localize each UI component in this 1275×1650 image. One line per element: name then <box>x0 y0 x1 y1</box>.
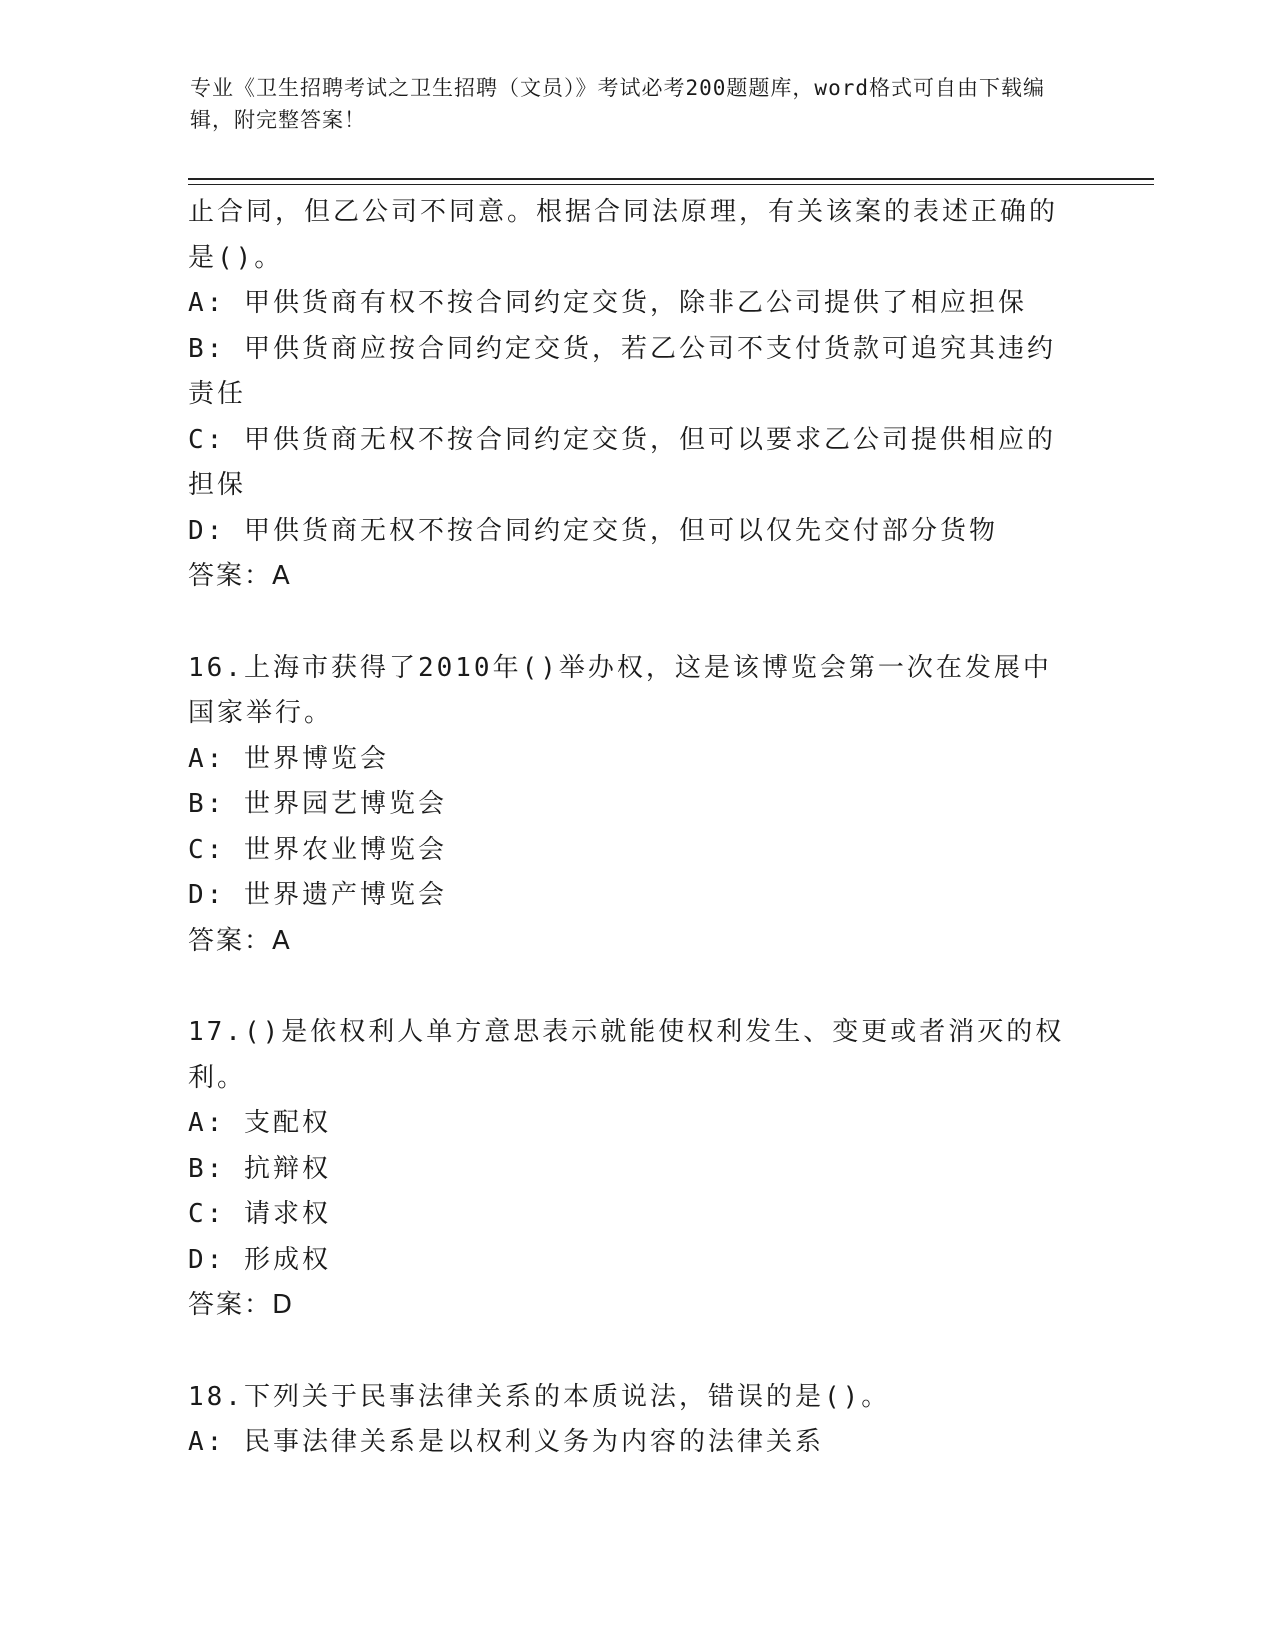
question-list <box>188 190 1078 1466</box>
answer-line: 答案：A <box>188 925 292 956</box>
option-d: D: 形成权 <box>188 1244 331 1275</box>
question-block <box>188 1010 1078 1329</box>
header-rule-thin <box>188 184 1154 185</box>
question-block <box>188 1375 1078 1466</box>
question-stem: 17.()是依权利人单方意思表示就能使权利发生、变更或者消灭的权利。 <box>188 1017 1065 1093</box>
question-block <box>188 190 1078 600</box>
header-rule-thick <box>188 178 1154 180</box>
option-d: D: 甲供货商无权不按合同约定交货，但可以仅先交付部分货物 <box>188 515 998 546</box>
option-a: A: 民事法律关系是以权利义务为内容的法律关系 <box>188 1427 824 1457</box>
question-block <box>188 646 1078 965</box>
option-b: B: 世界园艺博览会 <box>188 789 447 819</box>
option-a: A: 甲供货商有权不按合同约定交货，除非乙公司提供了相应担保 <box>188 288 1027 318</box>
option-b: B: 甲供货商应按合同约定交货，若乙公司不支付货款可追究其违约责任 <box>188 333 1056 409</box>
option-a: A: 世界博览会 <box>188 743 389 774</box>
option-c: C: 请求权 <box>188 1199 331 1229</box>
answer-line: 答案：A <box>188 561 292 591</box>
document-header: 专业《卫生招聘考试之卫生招聘（文员）》考试必考200题题库，word格式可自由下载编辑，附完整答案！ <box>190 76 1045 132</box>
option-b: B: 抗辩权 <box>188 1153 331 1184</box>
option-c: C: 世界农业博览会 <box>188 834 447 865</box>
question-stem: 16.上海市获得了2010年()举办权，这是该博览会第一次在发展中国家举行。 <box>188 652 1052 728</box>
spacer <box>188 1329 1078 1375</box>
option-d: D: 世界遗产博览会 <box>188 880 447 910</box>
answer-line: 答案：D <box>188 1290 295 1320</box>
question-stem: 18.下列关于民事法律关系的本质说法，错误的是()。 <box>188 1381 891 1412</box>
question-stem: 止合同，但乙公司不同意。根据合同法原理，有关该案的表述正确的是()。 <box>188 197 1059 273</box>
spacer <box>188 964 1078 1010</box>
option-c: C: 甲供货商无权不按合同约定交货，但可以要求乙公司提供相应的担保 <box>188 424 1056 500</box>
option-a: A: 支配权 <box>188 1108 331 1138</box>
spacer <box>188 600 1078 646</box>
